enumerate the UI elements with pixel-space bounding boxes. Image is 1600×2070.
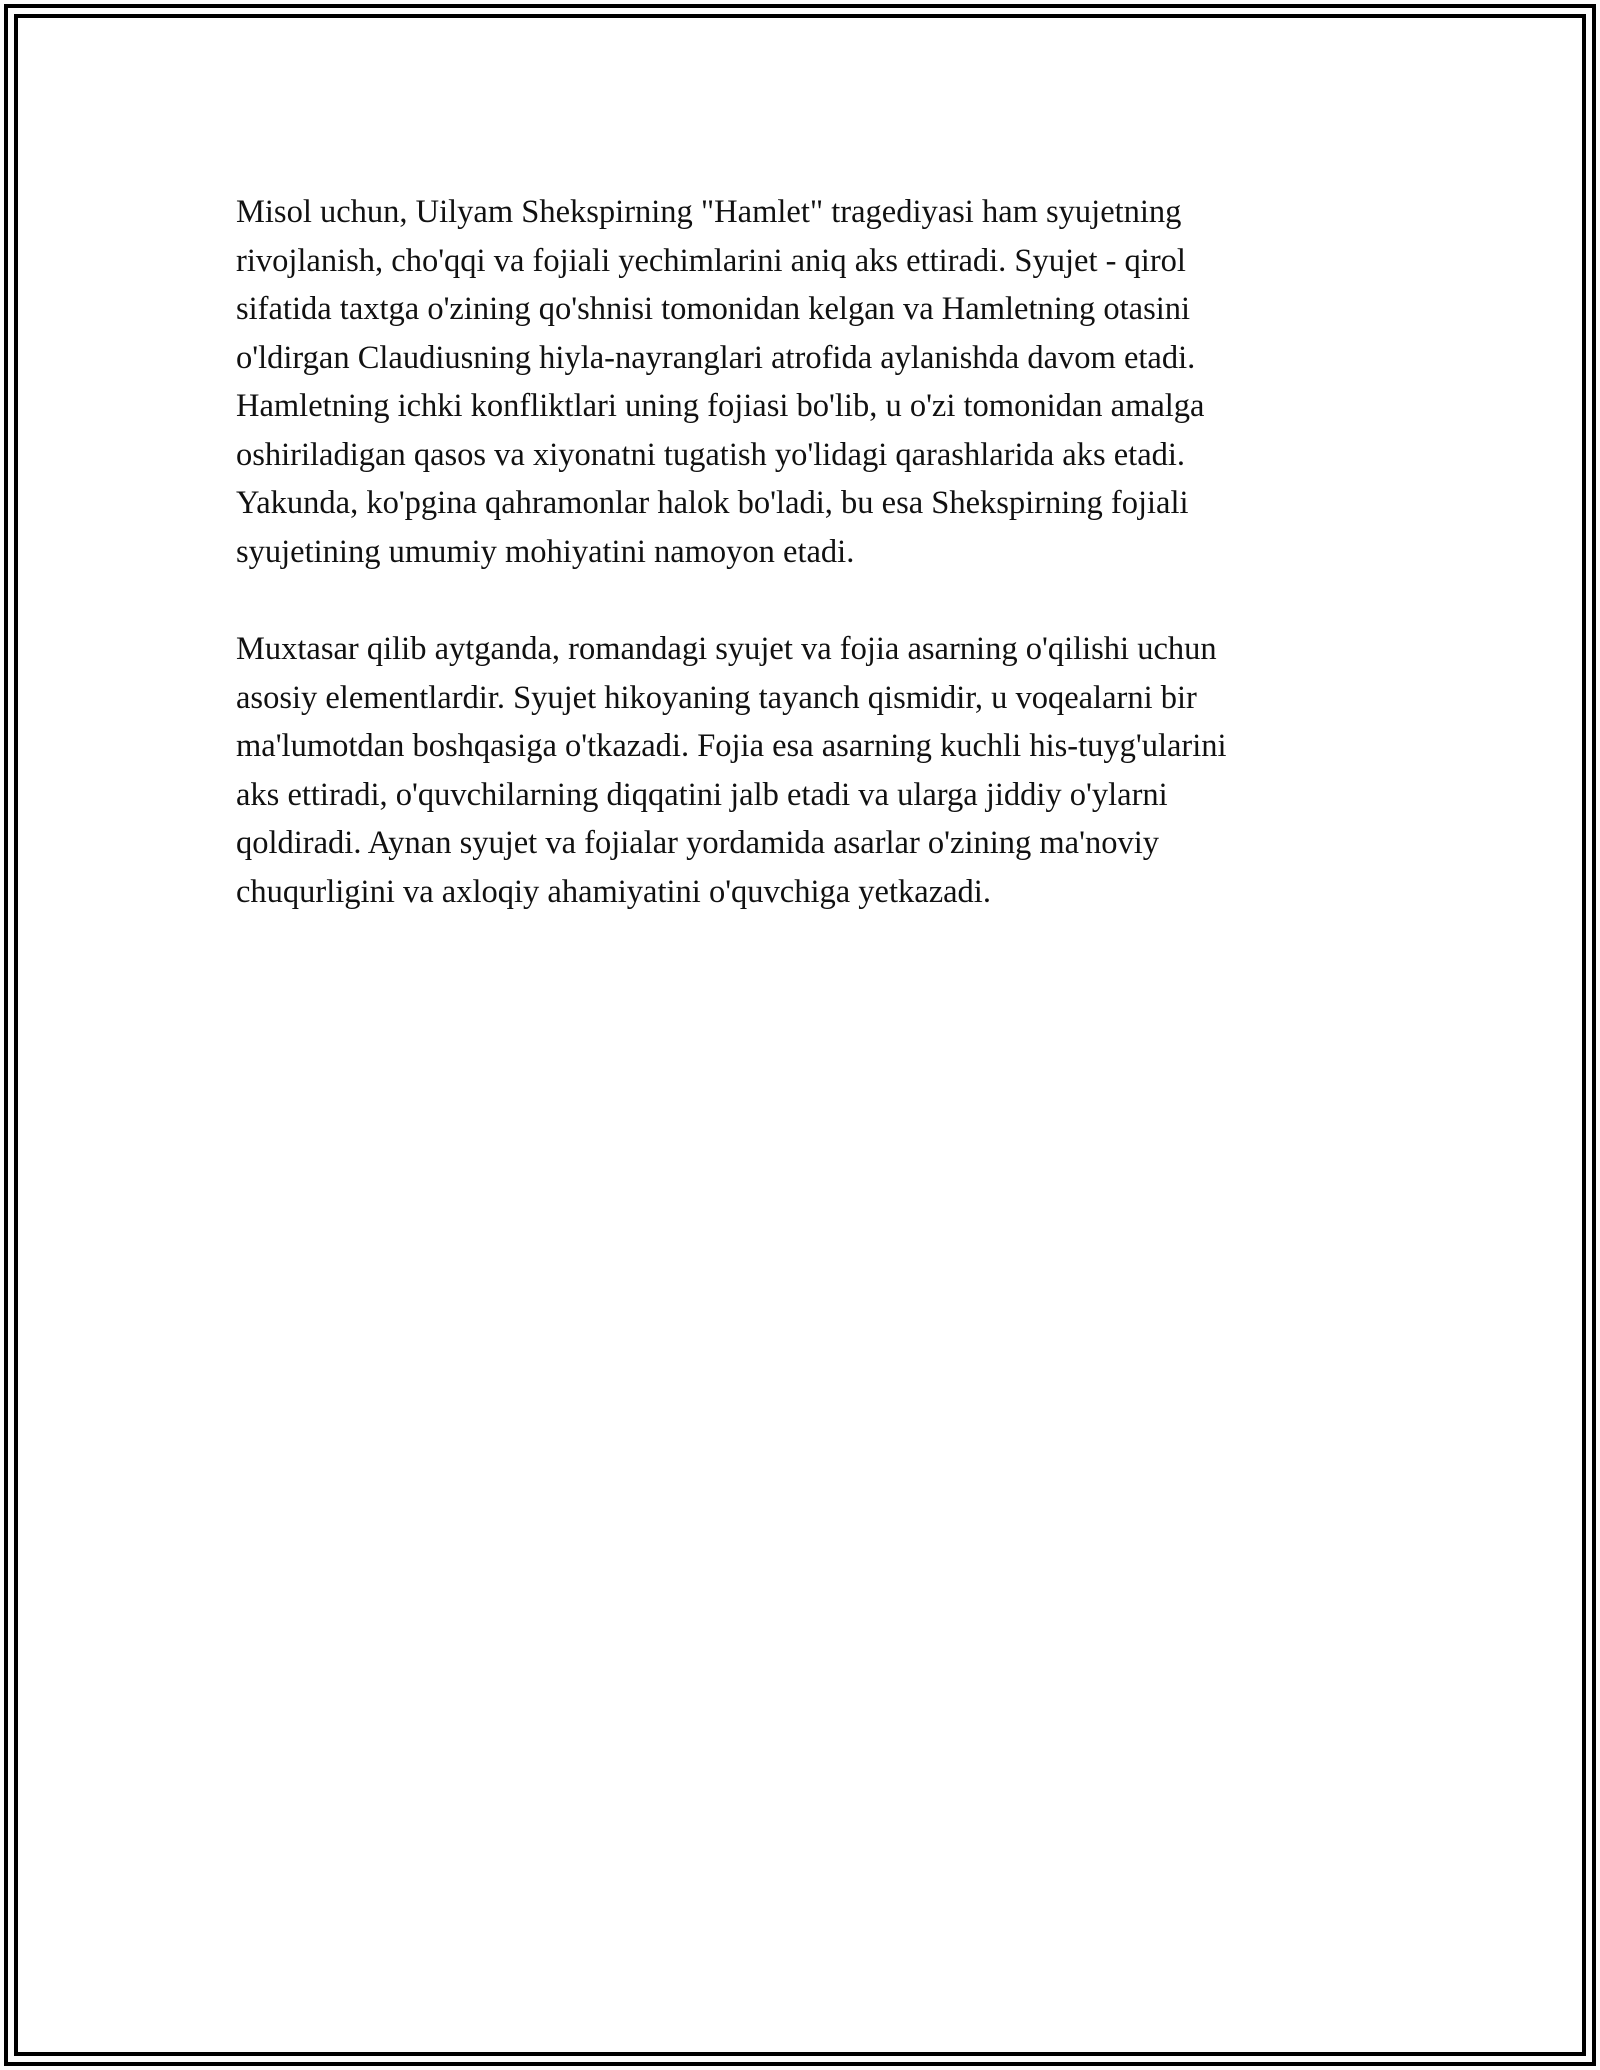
text-line: rivojlanish, cho'qqi va fojiali yechimlarini aniq aks ettiradi. Syujet - qirol	[236, 242, 1186, 279]
text-line: o'ldirgan Claudiusning hiyla-nayranglari atrofida aylanishda davom etadi.	[236, 339, 1196, 376]
text-line: Hamletning ichki konfliktlari uning fojiasi bo'lib, u o'zi tomonidan amalga	[236, 388, 1205, 424]
paragraph-hamlet-example	[236, 188, 1386, 576]
text-line: oshiriladigan qasos va xiyonatni tugatish yo'lidagi qarashlarida aks etadi.	[236, 436, 1186, 473]
text-line: Misol uchun, Uilyam Shekspirning "Hamlet" tragediyasi ham syujetning	[236, 194, 1182, 230]
text-line: chuqurligini va axloqiy ahamiyatini o'quvchiga yetkazadi.	[236, 873, 991, 910]
text-line: Yakunda, ko'pgina qahramonlar halok bo'ladi, bu esa Shekspirning fojiali	[236, 485, 1189, 521]
text-line: qoldiradi. Aynan syujet va fojialar yordamida asarlar o'zining ma'noviy	[236, 825, 1159, 861]
text-line: Muxtasar qilib aytganda, romandagi syujet va fojia asarning o'qilishi uchun	[236, 631, 1217, 667]
text-line: syujetining umumiy mohiyatini namoyon etadi.	[236, 533, 855, 570]
text-line: aks ettiradi, o'quvchilarning diqqatini jalb etadi va ularga jiddiy o'ylarni	[236, 776, 1168, 813]
text-line: asosiy elementlardir. Syujet hikoyaning tayanch qismidir, u voqealarni bir	[236, 679, 1197, 716]
document-body	[236, 188, 1386, 916]
paragraph-summary	[236, 625, 1386, 916]
text-line: ma'lumotdan boshqasiga o'tkazadi. Fojia esa asarning kuchli his-tuyg'ularini	[236, 728, 1227, 764]
text-line: sifatida taxtga o'zining qo'shnisi tomonidan kelgan va Hamletning otasini	[236, 291, 1191, 327]
